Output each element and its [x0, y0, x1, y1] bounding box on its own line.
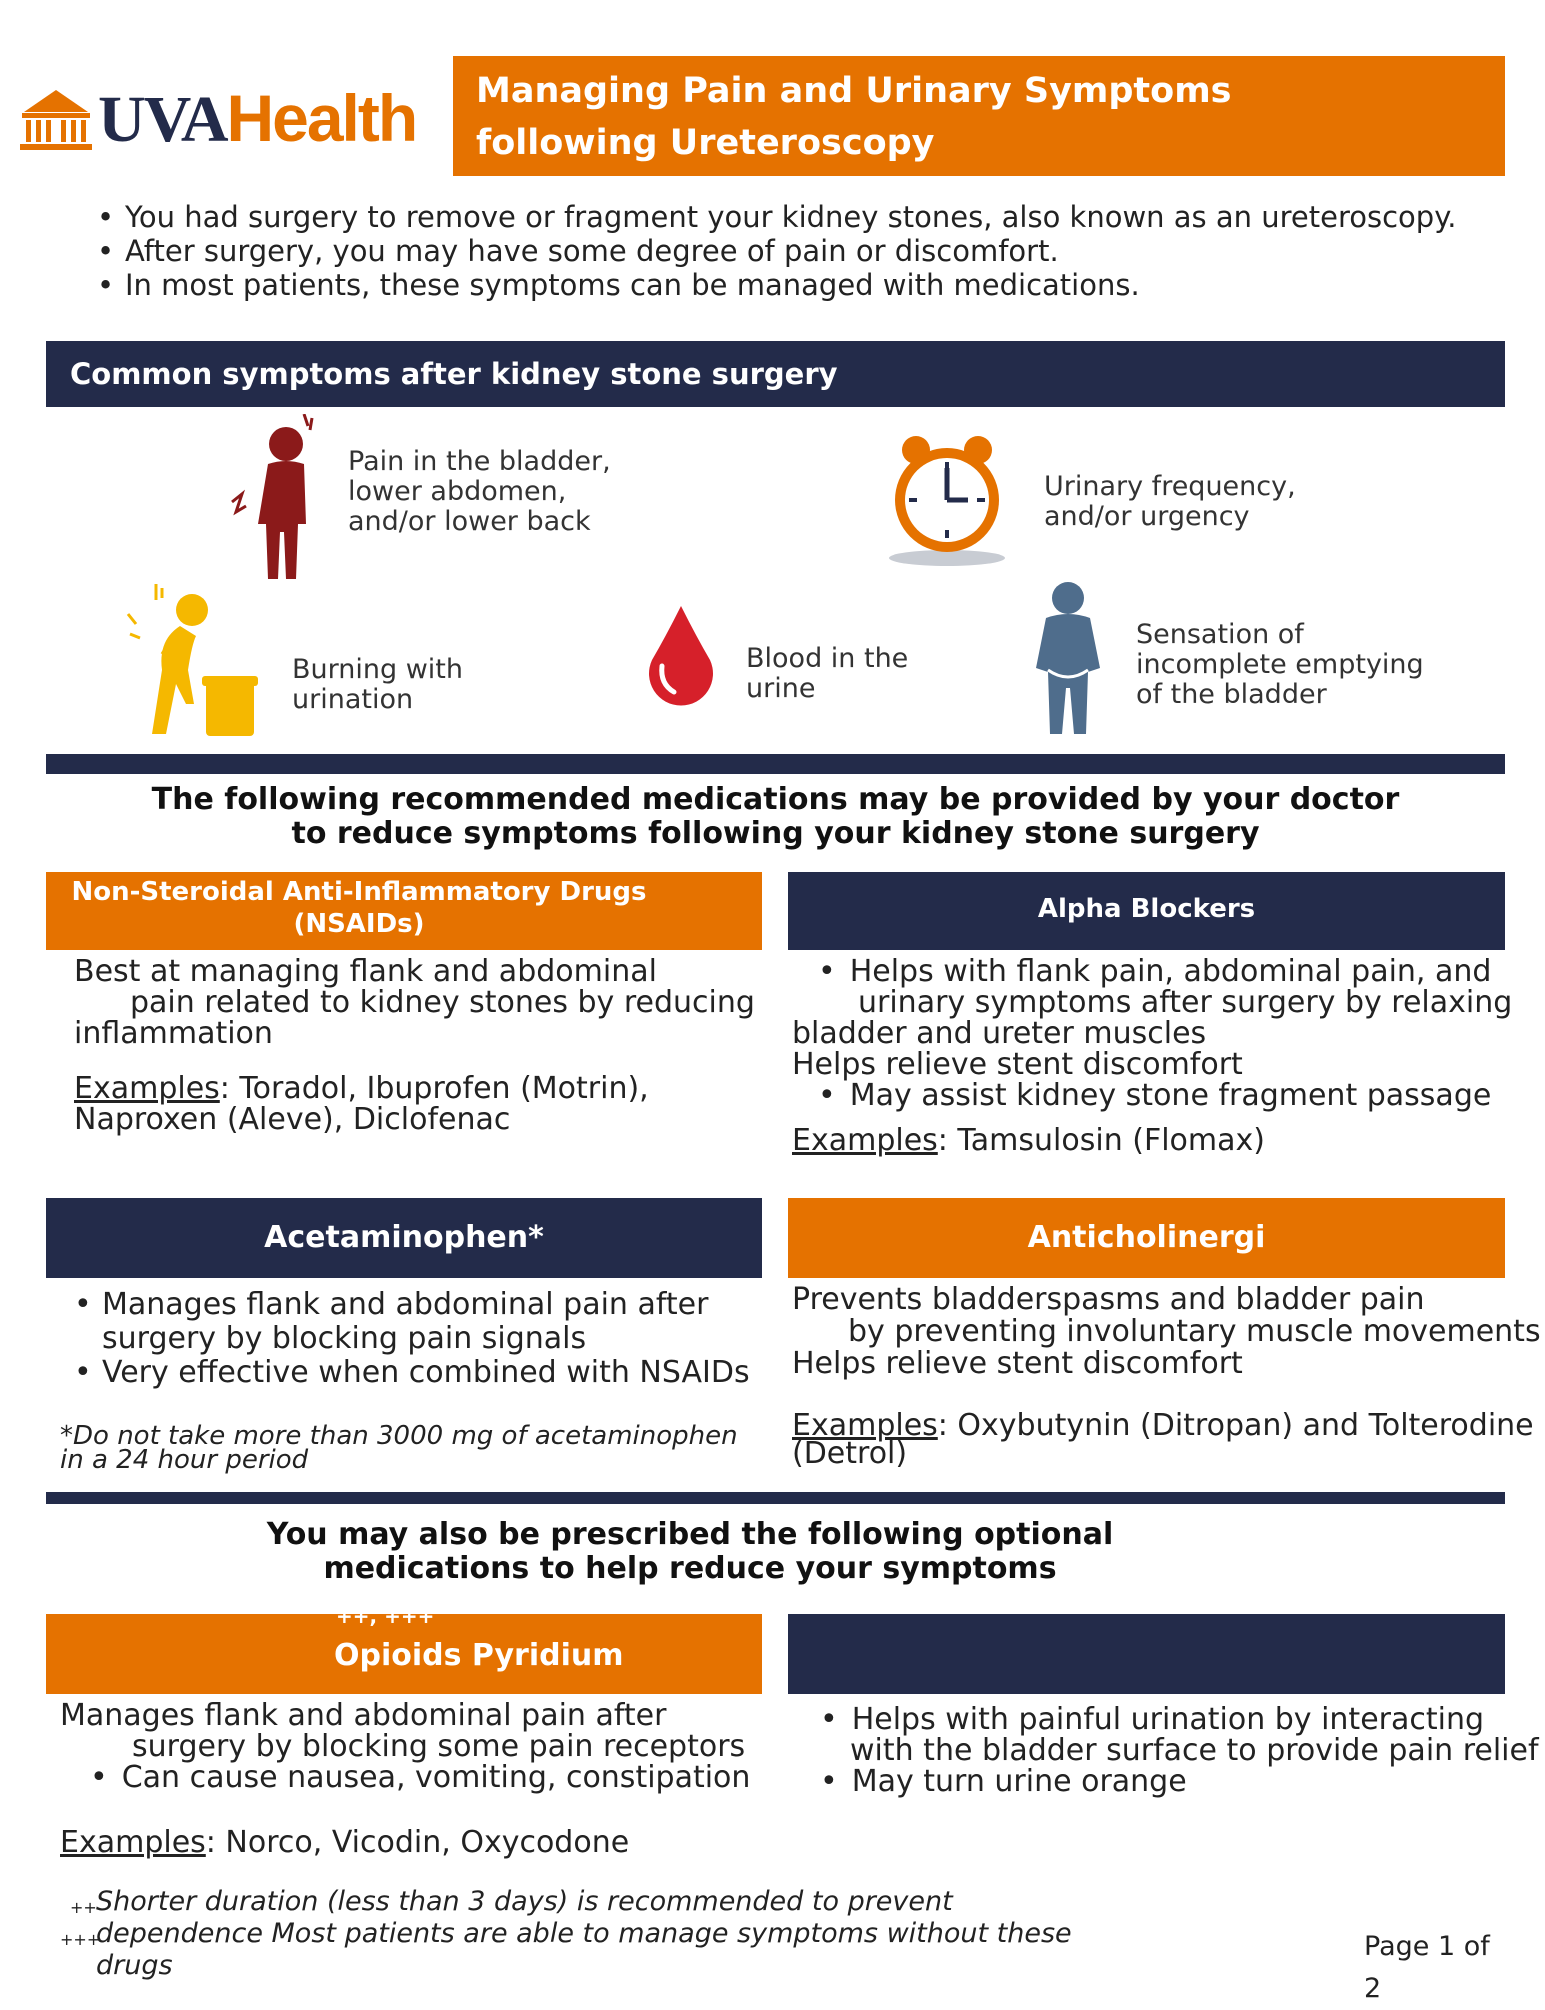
alpha-examples — [792, 1125, 1505, 1156]
frequency-symptom-text — [1044, 472, 1296, 532]
page-title-line2: following Ureteroscopy — [476, 123, 935, 163]
rotunda-icon — [18, 86, 94, 156]
pain-text-line: Pain in the bladder, — [348, 446, 611, 477]
frequency-text-line: Urinary frequency, — [1044, 471, 1296, 502]
opioids-examples — [60, 1827, 760, 1858]
acetaminophen-item — [74, 1356, 764, 1390]
divider-bar — [46, 754, 1505, 774]
examples-text: : Toradol, Ibuprofen (Motrin), — [219, 1071, 649, 1106]
logo-health-text: Health — [226, 81, 417, 155]
alpha-blockers-header — [788, 872, 1505, 950]
intro-item: • In most patients, these symptoms can be managed with medications. — [97, 268, 1517, 302]
recommended-heading-line: The following recommended medications may be provided by your doctor — [151, 782, 1400, 817]
page-number — [1364, 1926, 1490, 2010]
page-number-line: Page 1 of — [1364, 1931, 1490, 1962]
frequency-text-line: and/or urgency — [1044, 501, 1250, 532]
opioids-superscript: ++, +++ — [336, 1604, 435, 1628]
incomplete-text-line: Sensation of — [1136, 619, 1304, 650]
note-line: in a 24 hour period — [60, 1445, 309, 1475]
nsaids-body — [74, 956, 764, 1135]
acetaminophen-text-line: surgery by blocking pain signals — [102, 1321, 587, 1356]
burning-urination-icon — [122, 584, 262, 740]
blood-symptom-text — [746, 644, 908, 704]
examples-label: Examples — [792, 1408, 938, 1443]
nsaids-title-line: (NSAIDs) — [293, 909, 425, 939]
intro-list — [97, 200, 1517, 302]
alpha-bullet: • May assist kidney stone fragment passage — [818, 1078, 1492, 1113]
pyridium-text-line: Helps with painful urination by interacting — [851, 1702, 1485, 1737]
acetaminophen-title: Acetaminophen* — [264, 1220, 544, 1255]
optional-heading-line: medications to help reduce your symptoms — [323, 1551, 1057, 1586]
alpha-text-line: Helps with flank pain, abdominal pain, and — [849, 954, 1492, 989]
acetaminophen-item — [74, 1288, 764, 1356]
optional-heading-line: You may also be prescribed the following optional — [266, 1517, 1114, 1552]
anticholinergic-body — [792, 1282, 1541, 1471]
acetaminophen-text-line: Manages flank and abdominal pain after — [102, 1287, 709, 1322]
footnote-text — [96, 1886, 1138, 1982]
burning-symptom-text — [292, 655, 463, 715]
pyridium-text-line: with the bladder surface to provide pain relief — [850, 1733, 1539, 1768]
recommended-heading-line: to reduce symptoms following your kidney stone surgery — [291, 816, 1260, 851]
pyridium-bullet: • May turn urine orange — [820, 1764, 1187, 1799]
divider-bar — [46, 1492, 1505, 1504]
nsaids-title-line: Non-Steroidal Anti-Inflammatory Drugs — [71, 877, 647, 907]
alpha-bullet: • Helps with flank pain, abdominal pain, and — [818, 954, 1492, 989]
pain-text-line: lower abdomen, — [348, 476, 567, 507]
anticholinergic-text-line: by preventing involuntary muscle movements — [848, 1314, 1541, 1349]
incomplete-symptom-text — [1136, 620, 1424, 710]
symptoms-heading: Common symptoms after kidney stone surgery — [70, 357, 838, 391]
alpha-text-line: bladder and ureter muscles — [792, 1016, 1207, 1051]
alpha-body — [792, 954, 1513, 1158]
footnote-line: Shorter duration (less than 3 days) is recommended to prevent — [96, 1886, 953, 1917]
examples-label: Examples — [792, 1123, 938, 1158]
symptoms-heading-bar — [46, 341, 1505, 407]
opioids-text-line: Can cause nausea, vomiting, constipation — [121, 1760, 751, 1795]
examples-text: : Tamsulosin (Flomax) — [937, 1123, 1265, 1158]
uva-health-logo — [18, 82, 428, 162]
incomplete-text-line: incomplete emptying — [1136, 649, 1424, 680]
examples-text: Naproxen (Aleve), Diclofenac — [74, 1102, 511, 1137]
examples-label: Examples — [60, 1825, 206, 1860]
note-line: *Do not take more than 3000 mg of acetaminophen — [60, 1421, 738, 1451]
examples-text: (Detrol) — [792, 1436, 908, 1471]
blood-text-line: Blood in the — [746, 643, 909, 674]
nsaids-text-line: pain related to kidney stones by reducing — [130, 985, 755, 1020]
recommended-heading — [46, 783, 1505, 851]
intro-item: • You had surgery to remove or fragment your kidney stones, also known as an ureteroscopy. — [97, 200, 1517, 234]
footnote-marks — [60, 1892, 100, 1956]
acetaminophen-text-line: Very effective when combined with NSAIDs — [102, 1355, 750, 1390]
opioids-body — [60, 1700, 760, 1858]
anticholinergic-title: Anticholinergi — [1027, 1220, 1266, 1255]
burning-text-line: urination — [292, 684, 414, 715]
pain-text-line: and/or lower back — [348, 506, 591, 537]
nsaids-title — [46, 876, 762, 940]
examples-label: Examples — [74, 1071, 220, 1106]
burning-text-line: Burning with — [292, 654, 463, 685]
pyridium-body — [820, 1702, 1539, 1799]
opioids-bullet: • Can cause nausea, vomiting, constipation — [90, 1760, 751, 1795]
anticholinergic-header — [788, 1198, 1505, 1278]
pain-person-icon — [228, 414, 324, 584]
optional-heading — [190, 1518, 1190, 1586]
logo-uva-text: UVA — [98, 83, 227, 156]
nsaids-text-line: inflammation — [74, 1016, 273, 1051]
opioids-header — [46, 1604, 762, 1694]
alpha-text-line: May assist kidney stone fragment passage — [849, 1078, 1492, 1113]
incomplete-text-line: of the bladder — [1136, 679, 1327, 710]
opioids-title: Opioids Pyridium — [334, 1638, 624, 1673]
anticholinergic-text-line: Prevents bladderspasms and bladder pain — [792, 1282, 1425, 1317]
footnote-line: drugs — [96, 1950, 173, 1981]
blood-text-line: urine — [746, 673, 816, 704]
pyridium-bullet: • Helps with painful urination by interacting — [820, 1702, 1485, 1737]
acetaminophen-header — [46, 1198, 762, 1278]
pain-symptom-text — [348, 447, 611, 537]
alpha-text-line: Helps relieve stent discomfort — [792, 1047, 1243, 1082]
nsaids-header — [46, 872, 762, 950]
nsaids-examples — [74, 1073, 764, 1104]
blood-drop-icon — [646, 604, 716, 708]
alarm-clock-icon — [880, 432, 1014, 568]
footnote-mark: +++ — [60, 1930, 101, 1949]
anticholinergic-text-line: Helps relieve stent discomfort — [792, 1346, 1243, 1381]
alpha-blockers-title: Alpha Blockers — [1037, 894, 1256, 924]
opioids-text-line: surgery by blocking some pain receptors — [132, 1729, 746, 1764]
footnote-line: dependence Most patients are able to manage symptoms without these — [96, 1918, 1072, 1949]
page-title-line1: Managing Pain and Urinary Symptoms — [476, 71, 1232, 111]
alpha-text-line: urinary symptoms after surgery by relaxing — [858, 985, 1513, 1020]
nsaids-text-line: Best at managing flank and abdominal — [74, 954, 657, 989]
footnote-mark: ++ — [70, 1898, 97, 1917]
examples-text: : Norco, Vicodin, Oxycodone — [205, 1825, 630, 1860]
holding-bladder-person-icon — [1030, 580, 1106, 736]
page-number-line: 2 — [1364, 1973, 1382, 2004]
acetaminophen-note — [60, 1421, 738, 1475]
acetaminophen-list — [74, 1288, 764, 1390]
title-banner — [453, 56, 1505, 176]
pyridium-text-line: May turn urine orange — [851, 1764, 1187, 1799]
pyridium-header — [788, 1614, 1505, 1694]
examples-text: : Oxybutynin (Ditropan) and Tolterodine — [937, 1408, 1534, 1443]
opioids-text-line: Manages flank and abdominal pain after — [60, 1698, 667, 1733]
intro-item: • After surgery, you may have some degree of pain or discomfort. — [97, 234, 1517, 268]
